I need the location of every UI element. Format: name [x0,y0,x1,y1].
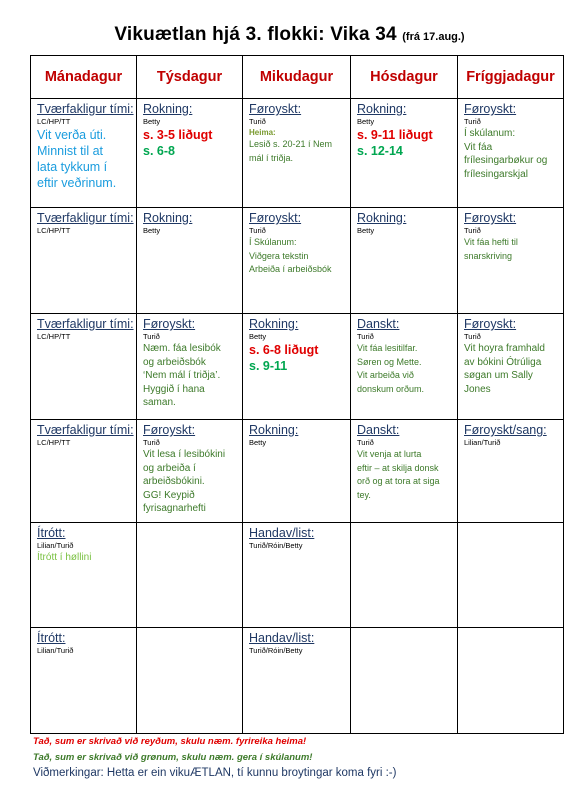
cell [351,523,458,628]
cell [243,99,351,208]
teacher-label: Betty [143,226,161,235]
subject-label: Handav/list: [249,526,315,540]
cell [458,314,564,420]
note-line: fyrisagnarhefti [143,503,206,514]
subject-label: Føroyskt: [464,102,517,116]
note-line: ‘Nem mál í triðja’. [143,370,221,381]
note-line: Vit verða úti. [37,128,107,142]
teacher-label: Turið [464,117,481,126]
cell [351,314,458,420]
cell [31,99,137,208]
day-header-wednesday: Mikudagur [243,56,351,99]
cell [458,523,564,628]
subject-label: Ítrótt: [37,631,66,645]
teacher-label: Turið/Róin/Betty [249,541,303,550]
teacher-label: Betty [143,117,161,126]
cell [137,208,243,314]
cell [31,314,137,420]
note-line: av bókini Ótrúliga [464,356,542,368]
teacher-label: Turið [357,332,374,341]
teacher-label: LC/HP/TT [37,226,71,235]
cell [137,523,243,628]
homework-line: s. 6-8 liðugt [249,343,319,357]
cell [31,208,137,314]
teacher-label: LC/HP/TT [37,438,71,447]
footer-red-note: Tað, sum er skrivað við reyðum, skulu næm. fyrireika heima! [33,736,307,747]
teacher-label: Lilian/Turið [464,438,501,447]
cell [458,99,564,208]
subject-label: Rokning: [357,211,407,225]
subject-label: Handav/list: [249,631,315,645]
footer-remark: Viðmerkingar: Hetta er ein vikuÆTLAN, tí kunnu broytingar koma fyri :-) [33,767,397,779]
day-header-thursday: Hósdagur [351,56,458,99]
subject-label: Tværfakligur tími: [37,102,134,116]
teacher-label: Betty [357,226,375,235]
cell [351,208,458,314]
teacher-label: Turið [249,226,266,235]
note-line: og arbeiðsbók [143,356,206,368]
subject-label: Føroyskt: [249,211,302,225]
note-line: mál í triðja. [249,152,294,163]
cell [458,628,564,734]
note-line: Lesið s. 20-21 í Nem [249,139,333,149]
cell [31,523,137,628]
note-line: søgan um Sally [464,370,533,381]
header-row [31,56,564,99]
subject-label: Rokning: [357,102,407,116]
note-line: Viðgera tekstin [249,250,309,261]
homework-line: s. 9-11 liðugt [357,128,433,142]
cell [137,314,243,420]
title-main: Vikuætlan hjá 3. flokki: Vika 34 [114,24,403,45]
subject-label: Føroyskt/sang: [464,423,547,437]
day-header-tuesday: Týsdagur [137,56,243,99]
cell [243,420,351,523]
note-line: Vit arbeiða við [357,370,414,380]
teacher-label: LC/HP/TT [37,117,71,126]
note-line: Næm. fáa lesibók [143,343,221,354]
subject-label: Tværfakligur tími: [37,423,134,437]
note-line: orð og at tora at siga [357,476,440,486]
note-line: Ítrótt í høllini [37,552,92,563]
period-row [31,208,564,314]
title-date: (frá 17.aug.) [402,31,465,43]
homework-line: s. 3-5 liðugt [143,128,213,142]
subject-label: Føroyskt: [464,317,517,331]
note-line: Vit venja at lurta [357,449,422,459]
note-line: lata tykkum í [37,160,108,174]
subject-label: Tværfakligur tími: [37,211,134,225]
period-row [31,523,564,628]
teacher-label: Lilian/Turið [37,541,74,550]
note-line: Vit fáa lesitilfar. [357,343,418,353]
subject-label: Rokning: [249,423,299,437]
note-line: Vit fáa hefti til [464,237,518,247]
subject-label: Føroyskt: [249,102,302,116]
teacher-label: Turið [143,438,160,447]
cell [243,208,351,314]
school-line: s. 6-8 [143,144,175,158]
cell [351,420,458,523]
period-row [31,420,564,523]
teacher-label: Turið/Róin/Betty [249,646,303,655]
note-line: Vit lesa í lesibókini [143,449,226,460]
cell [243,314,351,420]
period-row [31,314,564,420]
note-line: Í Skúlanum: [249,237,297,247]
cell [351,99,458,208]
note-line: Arbeiða í arbeiðsbók [249,264,332,274]
note-line: Vit hoyra framhald [464,343,545,354]
teacher-label: Turið [464,226,481,235]
teacher-label: LC/HP/TT [37,332,71,341]
note-line: Í skúlanum: [464,128,516,139]
subject-label: Føroyskt: [143,317,196,331]
subject-label: Rokning: [143,102,193,116]
day-header-friday: Fríggjadagur [458,56,564,99]
subject-label: Føroyskt: [143,423,196,437]
subject-label: Ítrótt: [37,526,66,540]
subject-label: Tværfakligur tími: [37,317,134,331]
home-heading: Heima: [249,128,276,137]
teacher-label: Betty [249,332,267,341]
teacher-label: Turið [357,438,374,447]
subject-label: Føroyskt: [464,211,517,225]
teacher-label: Betty [249,438,267,447]
note-line: GG! Keypið [143,489,195,501]
note-line: frílesingarskjal [464,168,528,180]
cell [458,420,564,523]
school-line: s. 12-14 [357,144,403,158]
cell [137,628,243,734]
day-header-monday: Mánadagur [31,56,137,99]
note-line: saman. [143,397,176,408]
note-line: Vit fáa [464,141,493,153]
period-row [31,99,564,208]
note-line: og arbeiða í [143,462,196,474]
note-line: Hyggið í hana [143,383,205,395]
note-line: arbeiðsbókini. [143,476,205,487]
note-line: Jones [464,383,491,395]
subject-label: Danskt: [357,423,400,437]
period-row [31,628,564,734]
cell [243,523,351,628]
cell [351,628,458,734]
note-line: donskum orðum. [357,383,425,394]
teacher-label: Lilian/Turið [37,646,74,655]
subject-label: Danskt: [357,317,400,331]
note-line: frílesingarbøkur og [464,155,548,166]
note-line: eftir veðrinum. [37,176,117,190]
note-line: Minnist til at [37,144,103,158]
note-line: Søren og Mette. [357,356,422,367]
note-line: eftir – at skilja donsk [357,462,439,473]
teacher-label: Turið [464,332,481,341]
cell [137,420,243,523]
cell [31,628,137,734]
note-line: tey. [357,489,371,500]
schedule-table [30,55,564,734]
cell [458,208,564,314]
teacher-label: Betty [357,117,375,126]
footer-green-note: Tað, sum er skrivað við grønum, skulu næm. gera í skúlanum! [33,752,313,763]
subject-label: Rokning: [249,317,299,331]
teacher-label: Turið [249,117,266,126]
cell [243,628,351,734]
teacher-label: Turið [143,332,160,341]
cell [31,420,137,523]
cell [137,99,243,208]
note-line: snarskriving [464,250,513,261]
subject-label: Rokning: [143,211,193,225]
school-line: s. 9-11 [249,359,288,373]
page-title [0,24,579,46]
